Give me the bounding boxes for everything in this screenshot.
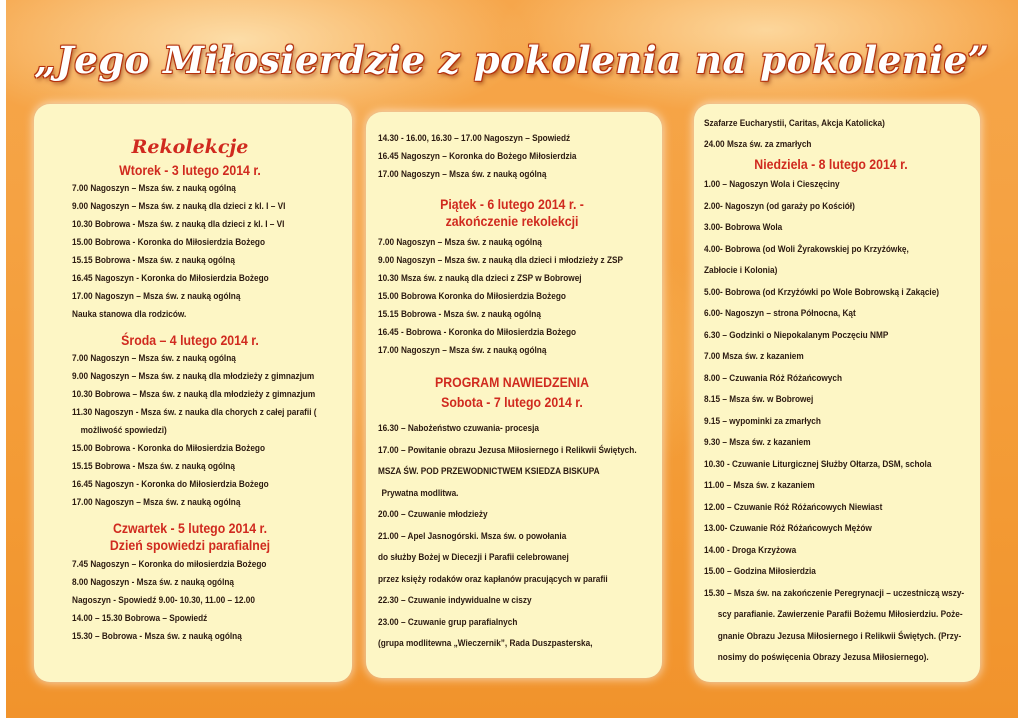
list-item: 16.45 Nagoszyn - Koronka do Miłosierdzia Bożego xyxy=(72,273,269,284)
list-item: 6.30 – Godzinki o Niepokalanym Poczęciu NMP xyxy=(704,329,889,341)
list-item: 7.00 Nagoszyn – Msza św. z nauką ogólną xyxy=(378,237,542,248)
list-item: 22.30 – Czuwanie indywidualne w ciszy xyxy=(378,595,532,606)
list-item: 24.00 Msza św. za zmarłych xyxy=(704,139,812,150)
list-item: 3.00- Bobrowa Wola xyxy=(704,222,783,233)
list-item: 11.00 – Msza św. z kazaniem xyxy=(704,480,815,491)
list-item: (grupa modlitewna „Wieczernik”, Rada Duszpasterska, xyxy=(378,638,593,649)
list-item: 10.30 Msza św. z nauką dla dzieci z ZSP w Bobrowej xyxy=(378,273,582,284)
list-item: 16.45 Nagoszyn - Koronka do Miłosierdzia Bożego xyxy=(72,479,269,490)
list-item: 10.30 Bobrowa - Msza św. z nauką dla dzieci z kl. I – VI xyxy=(72,219,285,230)
list-item: 11.30 Nagoszyn - Msza św. z nauka dla chorych z całej parafii ( xyxy=(72,407,317,418)
list-item: Nauka stanowa dla rodziców. xyxy=(72,309,187,320)
list-item: 15.00 Bobrowa Koronka do Miłosierdzia Bożego xyxy=(378,291,566,302)
list-item: nosimy do poświęcenia Obrazy Jezusa Miłosiernego). xyxy=(717,652,929,663)
column-2 xyxy=(366,112,662,655)
list-item: 23.00 – Czuwanie grup parafialnych xyxy=(378,616,518,628)
list-item: 4.00- Bobrowa (od Woli Żyrakowskiej po Krzyżówkę, xyxy=(704,243,909,255)
list-item: 20.00 – Czuwanie młodzieży xyxy=(378,509,488,520)
list-item: 13.00- Czuwanie Róż Różańcowych Mężów xyxy=(704,523,872,534)
list-item: 15.15 Bobrowa - Msza św. z nauką ogólną xyxy=(72,255,235,266)
list-item: 9.00 Nagoszyn – Msza św. z nauką dla dzieci z kl. I – VI xyxy=(72,201,286,212)
poster-headline: „Jego Miłosierdzie z pokolenia na pokolenie” xyxy=(34,38,990,82)
list-item: 15.00 – Godzina Miłosierdzia xyxy=(704,566,816,577)
list-item: MSZA ŚW. POD PRZEWODNICTWEM KSIEDZA BISKUPA xyxy=(378,466,600,477)
list-item: przez księży rodaków oraz kapłanów pracujących w parafii xyxy=(378,573,608,585)
list-item: 7.45 Nagoszyn – Koronka do miłosierdzia Bożego xyxy=(72,559,267,570)
list-item: Szafarze Eucharystii, Caritas, Akcja Katolicka) xyxy=(704,118,885,129)
list-item: 15.30 – Bobrowa - Msza św. z nauką ogólną xyxy=(72,631,242,642)
list-item: 16.45 - Bobrowa - Koronka do Miłosierdzia Bożego xyxy=(378,327,577,338)
list-item: 12.00 – Czuwanie Róż Różańcowych Niewiast xyxy=(704,501,883,513)
list-item: 8.00 – Czuwania Róż Różańcowych xyxy=(704,372,843,384)
list-item: 15.15 Bobrowa - Msza św. z nauką ogólną xyxy=(72,461,235,472)
panel-right xyxy=(694,104,980,682)
list-item: 15.00 Bobrowa - Koronka do Miłosierdzia Bożego xyxy=(72,443,266,454)
friday-subheading: zakończenie rekolekcji xyxy=(445,213,579,229)
program-heading: PROGRAM NAWIEDZENIA xyxy=(435,374,589,390)
list-item: Nagoszyn - Spowiedź 9.00- 10.30, 11.00 – 12.00 xyxy=(72,595,255,606)
sunday-heading: Niedziela - 8 lutego 2014 r. xyxy=(754,156,908,172)
list-item: 9.15 – wypominki za zmarłych xyxy=(704,415,821,427)
list-item: do służby Bożej w Diecezji i Parafii celebrowanej xyxy=(378,552,569,563)
rekolekcje-title: Rekolekcje xyxy=(131,136,249,158)
list-item: 6.00- Nagoszyn – strona Północna, Kąt xyxy=(704,308,856,319)
column-1 xyxy=(34,104,352,646)
list-item: 7.00 Msza św. z kazaniem xyxy=(704,351,804,362)
list-item: 16.45 Nagoszyn – Koronka do Bożego Miłosierdzia xyxy=(378,151,577,162)
list-item: możliwość spowiedzi) xyxy=(80,425,167,436)
list-item: 21.00 – Apel Jasnogórski. Msza św. o powołania xyxy=(378,530,567,542)
list-item: 9.30 – Msza św. z kazaniem xyxy=(704,437,811,448)
list-item: 1.00 – Nagoszyn Wola i Cieszęciny xyxy=(704,179,840,190)
list-item: 17.00 Nagoszyn – Msza św. z nauką ogólną xyxy=(378,169,547,180)
list-item: 10.30 Bobrowa – Msza św. z nauką dla młodzieży z gimnazjum xyxy=(72,389,316,400)
list-item: 8.00 Nagoszyn - Msza św. z nauką ogólną xyxy=(72,577,235,588)
list-item: 8.15 – Msza św. w Bobrowej xyxy=(704,394,814,405)
saturday-heading: Sobota - 7 lutego 2014 r. xyxy=(441,394,583,410)
list-item: 15.15 Bobrowa - Msza św. z nauką ogólną xyxy=(378,309,541,320)
list-item: 2.00- Nagoszyn (od garaży po Kościół) xyxy=(704,200,855,212)
list-item: scy parafianie. Zawierzenie Parafii Bożemu Miłosierdziu. Poże- xyxy=(717,609,963,620)
list-item: 17.00 Nagoszyn – Msza św. z nauką ogólną xyxy=(72,291,241,302)
list-item: gnanie Obrazu Jezusa Miłosiernego i Relikwii Świętych. (Przy- xyxy=(717,630,962,642)
list-item: Prywatna modlitwa. xyxy=(381,487,459,499)
list-item: Zabłocie i Kolonia) xyxy=(704,265,778,276)
list-item: 10.30 - Czuwanie Liturgicznej Służby Ołtarza, DSM, schola xyxy=(704,458,932,470)
list-item: 7.00 Nagoszyn – Msza św. z nauką ogólną xyxy=(72,353,236,364)
list-item: 9.00 Nagoszyn – Msza św. z nauką dla dzieci i młodzieży z ZSP xyxy=(378,255,624,266)
wednesday-heading: Środa – 4 lutego 2014 r. xyxy=(121,332,259,348)
thursday-subheading: Dzień spowiedzi parafialnej xyxy=(109,537,271,553)
list-item: 17.00 – Powitanie obrazu Jezusa Miłosiernego i Relikwii Świętych. xyxy=(378,444,637,456)
list-item: 17.00 Nagoszyn – Msza św. z nauką ogólną xyxy=(72,497,241,508)
list-item: 15.30 – Msza św. na zakończenie Peregrynacji – uczestniczą wszy- xyxy=(704,587,965,599)
list-item: 5.00- Bobrowa (od Krzyżówki po Wole Bobrowską i Zakącie) xyxy=(704,286,940,298)
list-item: 14.00 – 15.30 Bobrowa – Spowiedź xyxy=(72,613,208,624)
thursday-heading: Czwartek - 5 lutego 2014 r. xyxy=(112,520,268,536)
poster-background xyxy=(6,0,1018,718)
list-item: 14.30 - 16.00, 16.30 – 17.00 Nagoszyn – Spowiedź xyxy=(378,133,571,144)
tuesday-heading: Wtorek - 3 lutego 2014 r. xyxy=(119,162,261,178)
friday-heading: Piątek - 6 lutego 2014 r. - xyxy=(440,196,584,212)
list-item: 15.00 Bobrowa - Koronka do Miłosierdzia Bożego xyxy=(72,237,266,248)
list-item: 9.00 Nagoszyn – Msza św. z nauką dla młodzieży z gimnazjum xyxy=(72,371,315,382)
list-item: 17.00 Nagoszyn – Msza św. z nauką ogólną xyxy=(378,345,547,356)
list-item: 7.00 Nagoszyn – Msza św. z nauką ogólną xyxy=(72,183,236,194)
column-3 xyxy=(694,104,980,669)
panel-middle xyxy=(366,112,662,678)
panel-left xyxy=(34,104,352,682)
list-item: 14.00 - Droga Krzyżowa xyxy=(704,544,797,556)
list-item: 16.30 – Nabożeństwo czuwania- procesja xyxy=(378,423,539,434)
